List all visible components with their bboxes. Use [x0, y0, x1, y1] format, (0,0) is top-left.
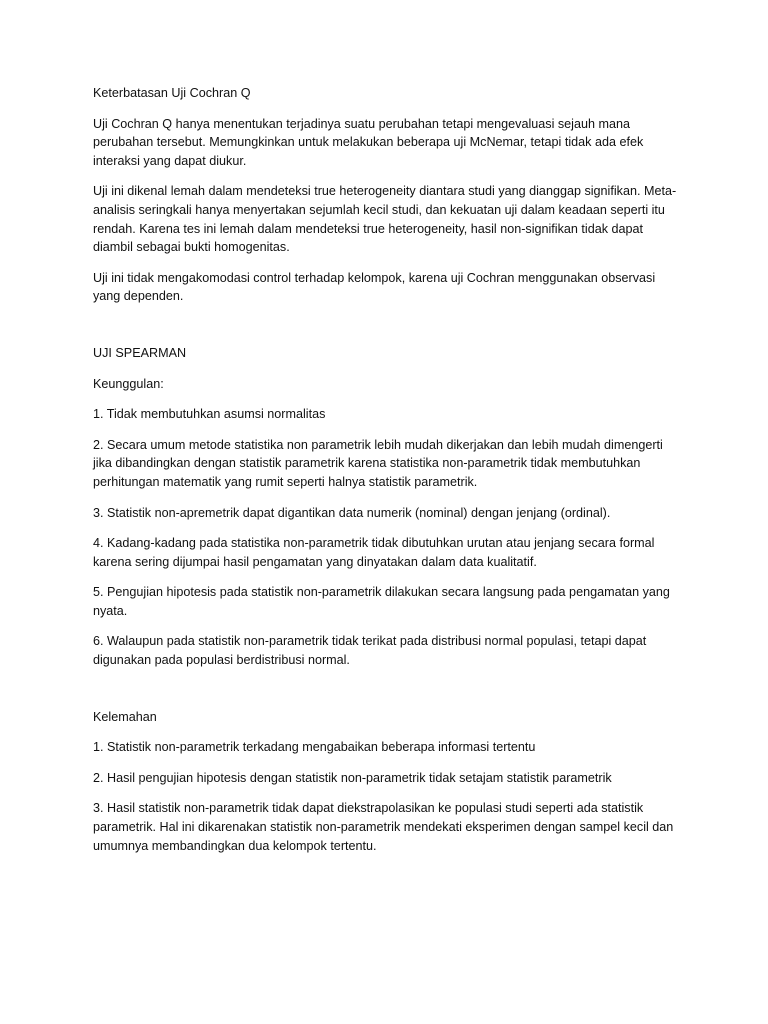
document-page: [93, 84, 683, 867]
cochran-title: Keterbatasan Uji Cochran Q: [93, 86, 251, 100]
kelemahan-item: 3. Hasil statistik non-parametrik tidak dapat diekstrapolasikan ke populasi studi seperti ada statistik parametrik. Hal ini dikarenakan statistik non-parametrik mendekati eksperimen dengan sampel kecil dan umumnya membandingkan dua kelompok tertentu.: [93, 801, 674, 853]
keunggulan-item: 1. Tidak membutuhkan asumsi normalitas: [93, 407, 326, 422]
cochran-paragraph: Uji ini dikenal lemah dalam mendeteksi true heterogeneity diantara studi yang dianggap signifikan. Meta-analisis seringkali hanya menyertakan sejumlah kecil studi, dan kekuatan uji dalam keadaan seperti itu rendah. Karena tes ini lemah dalam mendeteksi true heterogeneity, hasil non-signifikan tidak dapat diambil sebagai bukti homogenitas.: [93, 184, 677, 255]
cochran-paragraph: Uji Cochran Q hanya menentukan terjadinya suatu perubahan tetapi mengevaluasi sejauh mana perubahan tersebut. Memungkinkan untuk melakukan beberapa uji McNemar, tetapi tidak ada efek interaksi yang dapat diukur.: [93, 116, 644, 168]
keunggulan-item: 4. Kadang-kadang pada statistika non-parametrik tidak dibutuhkan urutan atau jenjang secara formal karena sering dijumpai hasil pengamatan yang dinyatakan dalam data kualitatif.: [93, 536, 655, 569]
keunggulan-item: 3. Statistik non-apremetrik dapat digantikan data numerik (nominal) dengan jenjang (ordinal).: [93, 505, 611, 520]
cochran-paragraph: Uji ini tidak mengakomodasi control terhadap kelompok, karena uji Cochran menggunakan observasi yang dependen.: [93, 270, 656, 304]
kelemahan-item: 2. Hasil pengujian hipotesis dengan statistik non-parametrik tidak setajam statistik parametrik: [93, 770, 612, 785]
keunggulan-item: 5. Pengujian hipotesis pada statistik non-parametrik dilakukan secara langsung pada pengamatan yang nyata.: [93, 585, 670, 618]
kelemahan-label: Kelemahan: [93, 709, 157, 724]
keunggulan-item: 6. Walaupun pada statistik non-parametrik tidak terikat pada distribusi normal populasi, tetapi dapat digunakan pada populasi berdistribusi normal.: [93, 634, 647, 668]
keunggulan-label: Keunggulan:: [93, 376, 164, 391]
kelemahan-item: 1. Statistik non-parametrik terkadang mengabaikan beberapa informasi tertentu: [93, 740, 536, 755]
spearman-title: UJI SPEARMAN: [93, 345, 187, 360]
keunggulan-item: 2. Secara umum metode statistika non parametrik lebih mudah dikerjakan dan lebih mudah dimengerti jika dibandingkan dengan statistik parametrik karena statistika non-parametrik tidak membutuhkan perhitungan matematik yang rumit seperti halnya statistik parametrik.: [93, 437, 663, 489]
